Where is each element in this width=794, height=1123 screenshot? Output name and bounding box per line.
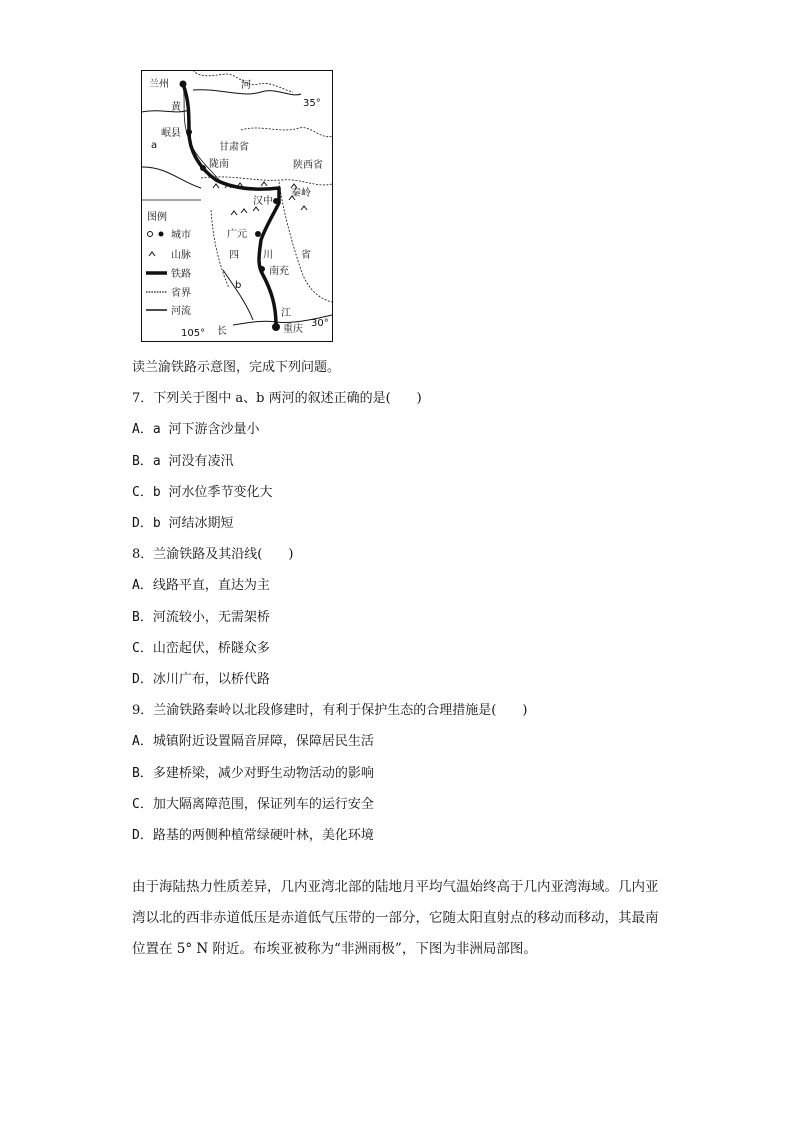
question-8-option-c: C．山峦起伏，桥隧众多 [132,641,270,656]
label-shaanxi: 陕西省 [293,160,323,171]
label-longnan: 陇南 [209,159,229,170]
question-8-option-b: B．河流较小，无需架桥 [132,610,270,625]
label-qinling: 秦岭 [291,188,311,199]
legend-border: 省界 [171,288,191,299]
label-sheng: 省 [301,250,311,261]
map-figure [141,70,333,342]
legend-mountain: 山脉 [171,250,191,261]
label-chuan: 川 [263,250,273,261]
question-9-option-a: A．城镇附近设置隔音屏障，保障居民生活 [132,734,374,749]
label-he: 河 [241,80,251,91]
label-lat30: 30° [311,318,329,329]
question-7-option-c: C．b 河水位季节变化大 [132,485,273,500]
city-longnan [200,165,206,171]
question-7-stem: 7．下列关于图中 a、b 两河的叙述正确的是( ) [132,391,422,406]
legend-title: 图例 [147,212,167,223]
question-7-option-b: B．a 河没有凌汛 [132,454,234,469]
label-b: b [235,280,242,291]
city-minxian [186,129,192,135]
label-nanchong: 南充 [269,266,289,277]
label-jiang: 江 [281,308,291,319]
question-9-stem: 9．兰渝铁路秦岭以北段修建时，有利于保护生态的合理措施是( ) [132,703,528,718]
legend-city: 城市 [171,230,191,241]
label-lat35: 35° [303,98,321,109]
city-chongqing [272,323,280,331]
label-chongqing: 重庆 [283,324,303,335]
question-9-option-b: B．多建桥梁，减少对野生动物活动的影响 [132,766,374,781]
label-lon105: 105° [181,328,206,339]
lanyu-railway-map [141,70,333,342]
city-guangyuan [255,231,261,237]
legend-railway: 铁路 [171,269,191,280]
label-chang: 长 [217,326,227,337]
question-8-stem: 8．兰渝铁路及其沿线( ) [132,547,294,562]
city-nanchong [259,266,265,272]
label-si: 四 [229,250,239,261]
label-a: a [151,140,158,151]
question-9-option-c: C．加大隔离障范围，保证列车的运行安全 [132,797,374,812]
question-7-option-a: A．a 河下游含沙量小 [132,422,260,437]
label-hanzhong: 汉中 [253,196,273,207]
question-8-option-d: D．冰川广布，以桥代路 [132,672,270,687]
city-hanzhong [273,198,279,204]
city-lanzhou [180,81,187,88]
label-guangyuan: 广元 [227,229,247,240]
legend-city-solid [159,232,164,237]
question-7-option-d: D．b 河结冰期短 [132,516,234,531]
intro-text: 读兰渝铁路示意图，完成下列问题。 [132,360,341,375]
label-huang: 黄 [171,102,181,113]
question-8-option-a: A．线路平直，直达为主 [132,578,270,593]
question-9-option-d: D．路基的两侧种植常绿硬叶林，美化环境 [132,828,374,843]
label-gansu: 甘肃省 [219,142,249,153]
label-minxian: 岷县 [161,128,181,139]
context-paragraph: 由于海陆热力性质差异，几内亚湾北部的陆地月平均气温始终高于几内亚湾海域。几内亚湾以北的西非赤道低压是赤道低气压带的一部分，它随太阳直射点的移动而移动，其最南位置在 5° N 附近。布埃亚被称为“非洲雨极”，下图为非洲局部图。 [132,879,659,957]
legend-river: 河流 [171,306,191,317]
label-lanzhou: 兰州 [149,79,169,90]
